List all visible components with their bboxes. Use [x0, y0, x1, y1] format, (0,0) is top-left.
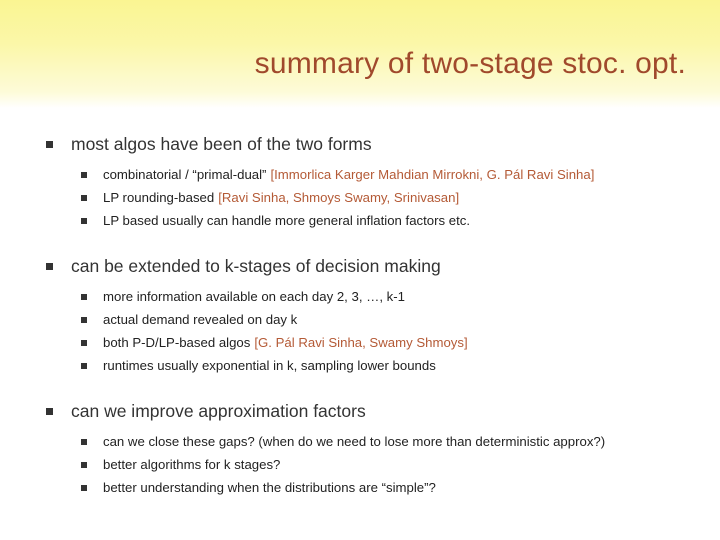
- citation: [G. Pál Ravi Sinha, Swamy Shmoys]: [254, 335, 468, 350]
- bullet-level1: [46, 253, 706, 279]
- bullet-text: more information available on each day 2, 3, …, k-1: [103, 289, 406, 304]
- section-approximation: [46, 398, 706, 499]
- bullet-heading: most algos have been of the two forms: [71, 133, 372, 154]
- section-two-forms: [46, 131, 706, 232]
- bullet-text: can we close these gaps? (when do we need to lose more than deterministic approx?): [103, 434, 606, 449]
- bullet-text: both P-D/LP-based algos: [103, 335, 251, 350]
- slide-title: summary of two-stage stoc. opt.: [254, 47, 686, 80]
- bullet-text: better understanding when the distributions are “simple”?: [103, 480, 436, 495]
- bullet-text: LP based usually can handle more general inflation factors etc.: [103, 213, 471, 228]
- section-k-stages: [46, 253, 706, 377]
- bullet-level2: [81, 308, 706, 331]
- bullet-text: better algorithms for k stages?: [103, 457, 281, 472]
- sub-bullet-list: [81, 430, 706, 499]
- sub-bullet-list: [81, 163, 706, 232]
- bullet-text: LP rounding-based: [103, 190, 215, 205]
- square-bullet-icon: [46, 408, 53, 415]
- square-bullet-icon: [81, 294, 87, 300]
- bullet-heading: can be extended to k-stages of decision making: [71, 255, 441, 276]
- bullet-level2: [81, 163, 706, 186]
- bullet-level2: [81, 186, 706, 209]
- citation: [Immorlica Karger Mahdian Mirrokni, G. Pál Ravi Sinha]: [270, 167, 595, 182]
- citation: [Ravi Sinha, Shmoys Swamy, Srinivasan]: [218, 190, 460, 205]
- bullet-level2: [81, 453, 706, 476]
- square-bullet-icon: [81, 439, 87, 445]
- square-bullet-icon: [46, 263, 53, 270]
- bullet-text: actual demand revealed on day k: [103, 312, 298, 327]
- bullet-heading: can we improve approximation factors: [71, 400, 366, 421]
- square-bullet-icon: [46, 141, 53, 148]
- bullet-level1: [46, 398, 706, 424]
- bullet-text: combinatorial / “primal-dual”: [103, 167, 267, 182]
- slide-body: [46, 131, 706, 520]
- bullet-level2: [81, 430, 706, 453]
- square-bullet-icon: [81, 340, 87, 346]
- square-bullet-icon: [81, 317, 87, 323]
- bullet-level2: [81, 209, 706, 232]
- bullet-level2: [81, 476, 706, 499]
- bullet-level2: [81, 354, 706, 377]
- square-bullet-icon: [81, 195, 87, 201]
- bullet-level2: [81, 285, 706, 308]
- title-banner: [0, 0, 720, 108]
- bullet-text: runtimes usually exponential in k, sampling lower bounds: [103, 358, 436, 373]
- sub-bullet-list: [81, 285, 706, 377]
- bullet-level2: [81, 331, 706, 354]
- square-bullet-icon: [81, 218, 87, 224]
- bullet-level1: [46, 131, 706, 157]
- square-bullet-icon: [81, 462, 87, 468]
- square-bullet-icon: [81, 172, 87, 178]
- square-bullet-icon: [81, 363, 87, 369]
- square-bullet-icon: [81, 485, 87, 491]
